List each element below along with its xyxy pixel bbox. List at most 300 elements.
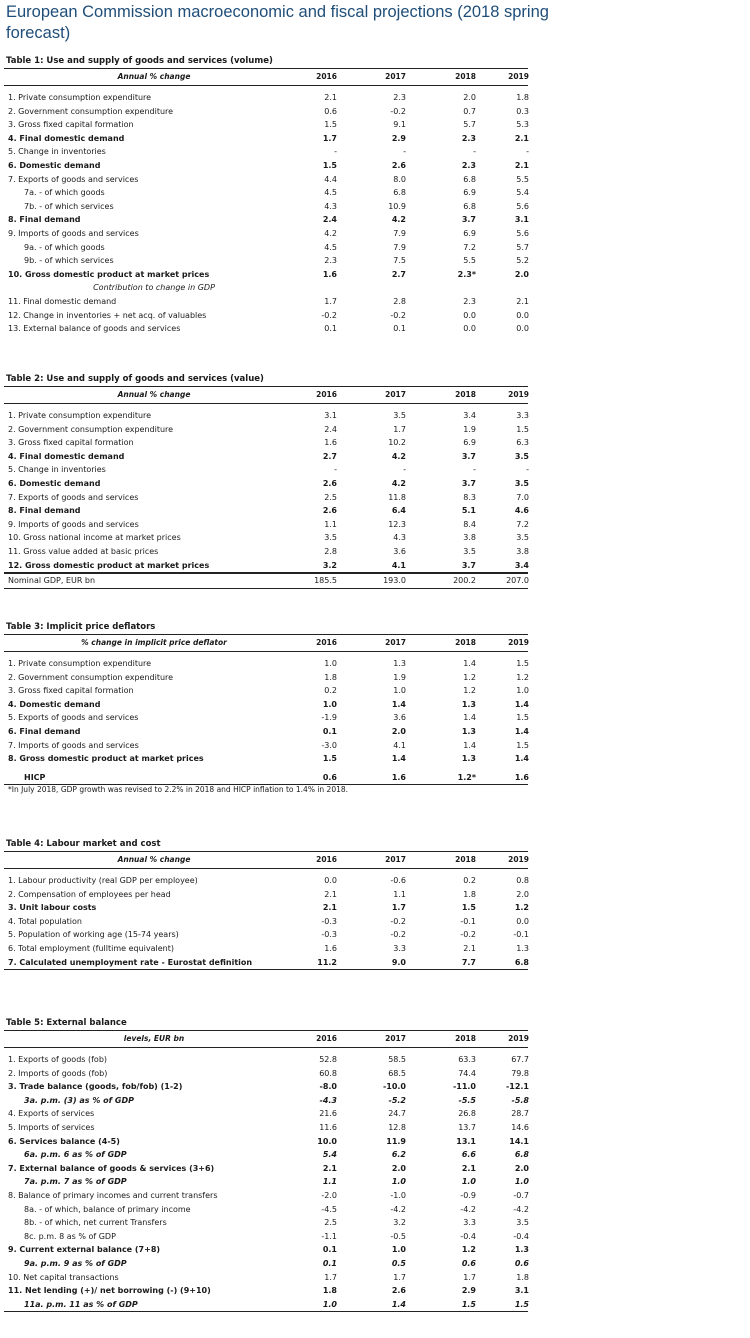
row-label: 5. Population of working age (15-74 years) — [8, 930, 179, 940]
cell-2019: 1.5 — [516, 713, 529, 723]
cell-2017: 68.5 — [388, 1068, 406, 1078]
row-label: 2. Government consumption expenditure — [8, 106, 174, 116]
cell-2017: 1.7 — [393, 424, 406, 434]
cell-2017: 6.8 — [393, 188, 406, 198]
cell-2017: - — [403, 465, 406, 475]
cell-2017: 4.2 — [391, 478, 406, 488]
cell-2016: 2.3 — [324, 256, 337, 266]
cell-2019: 207.0 — [506, 576, 529, 586]
table-title: Table 1: Use and supply of goods and services (volume) — [4, 54, 528, 69]
cell-2019: 1.3 — [514, 1245, 529, 1255]
table-row — [4, 173, 528, 187]
cell-2017: 4.1 — [391, 560, 406, 570]
cell-2016: 2.8 — [324, 546, 337, 556]
cell-2019: 1.0 — [516, 686, 529, 696]
table-header-row — [4, 852, 528, 869]
cell-2018: - — [473, 465, 476, 475]
table-row — [4, 1203, 528, 1217]
cell-2016: 185.5 — [314, 576, 337, 586]
table-row — [4, 1148, 528, 1162]
row-label: 6. Domestic demand — [8, 160, 101, 170]
cell-2019: 2.0 — [514, 1163, 529, 1173]
cell-2018: - — [473, 147, 476, 157]
cell-2017: -1.0 — [390, 1190, 406, 1200]
cell-2018: 6.6 — [461, 1150, 476, 1160]
cell-2017: 1.0 — [391, 1177, 406, 1187]
cell-2018: 26.8 — [458, 1109, 476, 1119]
cell-2018: 5.1 — [461, 506, 476, 516]
cell-2019: 0.0 — [516, 324, 529, 334]
cell-2016: 2.1 — [322, 903, 337, 913]
cell-2017: -0.6 — [390, 876, 406, 885]
cell-2018: 1.3 — [461, 699, 476, 709]
cell-2019: 3.8 — [516, 546, 529, 556]
cell-2016: 0.6 — [324, 106, 337, 116]
cell-2016: 11.2 — [317, 957, 337, 967]
cell-2016: 0.2 — [324, 686, 337, 696]
cell-2017: 3.5 — [393, 411, 406, 420]
cell-2018: 6.9 — [463, 188, 476, 198]
row-label: 9b. - of which services — [24, 256, 114, 266]
row-label: 12. Change in inventories + net acq. of valuables — [8, 310, 207, 320]
table-row — [4, 1216, 528, 1230]
table-row — [4, 1053, 528, 1067]
cell-2019: 7.0 — [516, 492, 529, 502]
table-title: Table 3: Implicit price deflators — [4, 620, 528, 635]
table-external-balance — [4, 1016, 528, 1312]
cell-2016: 1.5 — [322, 160, 337, 170]
cell-2016: 0.1 — [324, 324, 337, 334]
row-label: 9a. p.m. 9 as % of GDP — [24, 1258, 127, 1268]
cell-2017: -5.2 — [388, 1095, 406, 1105]
table-row — [4, 1284, 528, 1298]
cell-2018: 3.4 — [463, 411, 476, 420]
row-label: 8. Final demand — [8, 215, 81, 225]
cell-2016: -8.0 — [319, 1082, 337, 1092]
row-label: 3. Trade balance (goods, fob/fob) (1-2) — [8, 1082, 183, 1092]
row-label: 6a. p.m. 6 as % of GDP — [24, 1150, 127, 1160]
row-label: 9. Current external balance (7+8) — [8, 1245, 161, 1255]
row-label: 11. Net lending (+)/ net borrowing (-) (9+10) — [8, 1286, 211, 1296]
cell-2017: 1.0 — [393, 686, 406, 696]
cell-2019: 3.1 — [514, 215, 529, 225]
cell-2018: 8.4 — [463, 519, 476, 529]
cell-2016: 1.6 — [322, 269, 337, 279]
cell-2016: 1.8 — [324, 672, 337, 682]
cell-2018: 0.2 — [463, 876, 476, 885]
cell-2018: 0.6 — [461, 1258, 476, 1268]
table-row — [4, 450, 528, 464]
cell-2017: 3.6 — [393, 713, 406, 723]
row-label: 4. Total population — [8, 916, 82, 926]
cell-2017: 1.3 — [393, 659, 406, 668]
table-row — [4, 491, 528, 505]
cell-2019: 2.0 — [514, 269, 529, 279]
row-label: 4. Domestic demand — [8, 699, 101, 709]
year-header-2016: 2016 — [316, 638, 337, 647]
cell-2019: - — [526, 465, 529, 475]
cell-2019: -4.2 — [513, 1204, 529, 1214]
cell-2019: 3.5 — [514, 451, 529, 461]
cell-2018: -0.4 — [460, 1231, 476, 1241]
cell-2016: -0.3 — [321, 930, 337, 940]
cell-2019: 5.3 — [516, 120, 529, 130]
year-header-2017: 2017 — [385, 1034, 406, 1043]
cell-2016: -1.1 — [321, 1231, 337, 1241]
cell-2019: 1.2 — [516, 672, 529, 682]
year-header-2019: 2019 — [508, 390, 529, 399]
cell-2019: 2.1 — [514, 133, 529, 143]
table-header-row — [4, 635, 528, 652]
year-header-2017: 2017 — [385, 390, 406, 399]
cell-2016: 1.1 — [322, 1177, 337, 1187]
table-row — [4, 91, 528, 105]
cell-2016: 2.5 — [324, 1218, 337, 1228]
cell-2018: 13.1 — [456, 1136, 476, 1146]
cell-2018: -0.9 — [460, 1190, 476, 1200]
row-label: 3. Gross fixed capital formation — [8, 686, 134, 696]
cell-2018: -5.5 — [458, 1095, 476, 1105]
row-label: 8b. - of which, net current Transfers — [24, 1218, 167, 1228]
table-row — [4, 186, 528, 200]
row-label: 4. Final domestic demand — [8, 133, 125, 143]
year-header-2019: 2019 — [508, 638, 529, 647]
cell-2017: -0.2 — [390, 106, 406, 116]
row-label: Contribution to change in GDP — [93, 283, 215, 293]
row-label: 2. Government consumption expenditure — [8, 424, 174, 434]
row-label: 11. Final domestic demand — [8, 296, 117, 306]
cell-2016: 10.0 — [317, 1136, 337, 1146]
table-row — [4, 1189, 528, 1203]
cell-2017: 7.9 — [393, 242, 406, 252]
cell-2017: 1.7 — [391, 903, 406, 913]
year-header-2016: 2016 — [316, 1034, 337, 1043]
cell-2019: 1.8 — [516, 93, 529, 102]
cell-2019: 67.7 — [511, 1055, 529, 1064]
cell-2016: 1.5 — [324, 120, 337, 130]
cell-2016: 4.2 — [324, 228, 337, 238]
cell-2019: 0.0 — [516, 310, 529, 320]
cell-2019: 14.1 — [509, 1136, 529, 1146]
table-title: Table 2: Use and supply of goods and services (value) — [4, 372, 528, 387]
cell-2017: 1.9 — [393, 672, 406, 682]
cell-2018: 7.2 — [463, 242, 476, 252]
cell-2019: 1.2 — [514, 903, 529, 913]
cell-2019: 0.3 — [516, 106, 529, 116]
table-row — [4, 436, 528, 450]
cell-2016: 1.0 — [322, 1299, 337, 1309]
row-label: 7. Exports of goods and services — [8, 492, 139, 502]
cell-2016: 3.2 — [322, 560, 337, 570]
row-label: Nominal GDP, EUR bn — [8, 576, 96, 586]
cell-2018: 6.9 — [463, 228, 476, 238]
cell-2017: 10.2 — [388, 438, 406, 448]
table-row — [4, 504, 528, 518]
cell-2018: 1.2 — [461, 1245, 476, 1255]
year-header-2018: 2018 — [455, 638, 476, 647]
cell-2016: 60.8 — [319, 1068, 337, 1078]
year-header-2017: 2017 — [385, 638, 406, 647]
table-row — [4, 1243, 528, 1257]
table-labour-market — [4, 837, 528, 970]
table-row — [4, 531, 528, 545]
cell-2016: 1.5 — [322, 754, 337, 764]
cell-2017: - — [403, 147, 406, 157]
table-row — [4, 1230, 528, 1244]
table-row — [4, 711, 528, 725]
table-row — [4, 477, 528, 491]
cell-2017: 2.9 — [391, 133, 406, 143]
cell-2017: 1.4 — [391, 754, 406, 764]
cell-2018: 1.3 — [461, 754, 476, 764]
cell-2017: 6.2 — [391, 1150, 406, 1160]
cell-2018: 1.0 — [461, 1177, 476, 1187]
cell-2018: 6.8 — [463, 201, 476, 211]
year-header-2018: 2018 — [455, 72, 476, 81]
cell-2019: 0.0 — [516, 916, 529, 926]
row-label: 7b. - of which services — [24, 201, 114, 211]
cell-2017: 1.4 — [391, 699, 406, 709]
cell-2018: 13.7 — [458, 1122, 476, 1132]
cell-2016: -4.3 — [319, 1095, 337, 1105]
cell-2018: 1.2* — [457, 772, 476, 782]
table-row — [4, 1175, 528, 1189]
cell-2016: -0.3 — [321, 916, 337, 926]
cell-2016: 1.0 — [324, 659, 337, 668]
table-row — [4, 200, 528, 214]
row-label: 2. Government consumption expenditure — [8, 672, 174, 682]
cell-2018: 2.3 — [461, 133, 476, 143]
row-label: 2. Compensation of employees per head — [8, 889, 171, 899]
header-unit-label: Annual % change — [117, 390, 191, 399]
row-label: 10. Gross domestic product at market prices — [8, 269, 210, 279]
cell-2019: 1.5 — [516, 659, 529, 668]
table-row — [4, 684, 528, 698]
table-row — [4, 254, 528, 268]
table-row — [4, 545, 528, 559]
cell-2018: 5.7 — [463, 120, 476, 130]
cell-2018: 74.4 — [458, 1068, 476, 1078]
cell-2019: 4.6 — [514, 506, 529, 516]
cell-2019: 0.8 — [516, 876, 529, 885]
cell-2017: 7.5 — [393, 256, 406, 266]
cell-2016: 4.4 — [324, 174, 337, 184]
row-label: 8. Gross domestic product at market prices — [8, 754, 204, 764]
cell-2017: 4.2 — [391, 215, 406, 225]
cell-2017: 12.3 — [388, 519, 406, 529]
cell-2019: 1.4 — [514, 699, 529, 709]
row-label: 3. Gross fixed capital formation — [8, 438, 134, 448]
cell-2018: 1.4 — [463, 740, 476, 750]
cell-2017: 0.5 — [391, 1258, 406, 1268]
cell-2018: 1.2 — [463, 686, 476, 696]
row-label: 10. Gross national income at market prices — [8, 533, 181, 543]
cell-2019: 6.8 — [514, 957, 529, 967]
cell-2016: 0.1 — [322, 1258, 337, 1268]
cell-2016: 2.5 — [324, 492, 337, 502]
cell-2016: 4.5 — [324, 188, 337, 198]
cell-2017: 4.1 — [393, 740, 406, 750]
cell-2019: 5.6 — [516, 201, 529, 211]
cell-2018: 6.9 — [463, 438, 476, 448]
table-row — [4, 671, 528, 685]
cell-2018: 6.8 — [463, 174, 476, 184]
row-label: 9. Imports of goods and services — [8, 228, 139, 238]
table-value — [4, 372, 528, 589]
table-row — [4, 1080, 528, 1094]
table-row — [4, 281, 528, 295]
cell-2017: 3.6 — [393, 546, 406, 556]
row-label: 1. Private consumption expenditure — [8, 411, 152, 420]
row-label: 8a. - of which, balance of primary income — [24, 1204, 191, 1214]
cell-2019: 28.7 — [511, 1109, 529, 1119]
cell-2018: 2.1 — [463, 943, 476, 953]
row-label: 6. Total employment (fulltime equivalent) — [8, 943, 174, 953]
cell-2018: 3.7 — [461, 451, 476, 461]
table-row — [4, 1271, 528, 1285]
cell-2019: -0.1 — [513, 930, 529, 940]
table-row — [4, 915, 528, 929]
cell-2018: 2.3 — [463, 296, 476, 306]
cell-2016: -3.0 — [321, 740, 337, 750]
header-unit-label: Annual % change — [117, 72, 191, 81]
table-row — [4, 227, 528, 241]
row-label: 5. Exports of goods and services — [8, 713, 139, 723]
cell-2018: 1.2 — [463, 672, 476, 682]
cell-2017: 2.7 — [391, 269, 406, 279]
cell-2018: 5.5 — [463, 256, 476, 266]
cell-2019: 1.4 — [514, 726, 529, 736]
cell-2016: 5.4 — [322, 1150, 337, 1160]
cell-2017: 2.6 — [391, 160, 406, 170]
cell-2018: 1.3 — [461, 726, 476, 736]
cell-2019: 14.6 — [511, 1122, 529, 1132]
cell-2016: 1.7 — [324, 296, 337, 306]
table-row — [4, 559, 528, 574]
row-label: 7. Exports of goods and services — [8, 174, 139, 184]
cell-2016: 1.6 — [324, 943, 337, 953]
cell-2019: 3.5 — [514, 478, 529, 488]
cell-2019: -0.7 — [513, 1190, 529, 1200]
cell-2019: 7.2 — [516, 519, 529, 529]
cell-2019: 5.7 — [516, 242, 529, 252]
cell-2016: 0.0 — [324, 876, 337, 885]
row-label: 1. Private consumption expenditure — [8, 659, 152, 668]
cell-2017: 9.1 — [393, 120, 406, 130]
row-label: 12. Gross domestic product at market prices — [8, 560, 210, 570]
cell-2018: 0.0 — [463, 324, 476, 334]
row-label: 5. Change in inventories — [8, 465, 106, 475]
cell-2019: 2.1 — [514, 160, 529, 170]
cell-2016: 1.8 — [322, 1286, 337, 1296]
table-row — [4, 1094, 528, 1108]
row-label: 8. Final demand — [8, 506, 81, 516]
row-label: 2. Imports of goods (fob) — [8, 1068, 108, 1078]
table-row — [4, 213, 528, 227]
cell-2018: 3.5 — [463, 546, 476, 556]
cell-2016: 52.8 — [319, 1055, 337, 1064]
row-label: 7a. - of which goods — [24, 188, 105, 198]
cell-2017: -10.0 — [382, 1082, 406, 1092]
cell-2016: 0.6 — [322, 772, 337, 782]
cell-2017: 0.1 — [393, 324, 406, 334]
table-row — [4, 295, 528, 309]
cell-2016: 1.6 — [324, 438, 337, 448]
cell-2017: 9.0 — [391, 957, 406, 967]
row-label: 9a. - of which goods — [24, 242, 105, 252]
row-label: 7a. p.m. 7 as % of GDP — [24, 1177, 127, 1187]
cell-2018: -4.2 — [460, 1204, 476, 1214]
row-label: 13. External balance of goods and services — [8, 324, 181, 334]
cell-2018: 1.5 — [461, 903, 476, 913]
cell-2016: 2.1 — [324, 889, 337, 899]
table-row — [4, 928, 528, 942]
cell-2016: -4.5 — [321, 1204, 337, 1214]
year-header-2019: 2019 — [508, 1034, 529, 1043]
cell-2017: 11.9 — [386, 1136, 406, 1146]
cell-2016: 1.7 — [324, 1272, 337, 1282]
cell-2017: 11.8 — [388, 492, 406, 502]
cell-2017: 8.0 — [393, 174, 406, 184]
year-header-2017: 2017 — [385, 855, 406, 864]
table-row — [4, 698, 528, 712]
cell-2017: 1.4 — [391, 1299, 406, 1309]
table-row — [4, 118, 528, 132]
row-label: 1. Labour productivity (real GDP per employee) — [8, 876, 198, 885]
cell-2018: -0.2 — [460, 930, 476, 940]
table-row — [4, 159, 528, 173]
row-label: 3a. p.m. (3) as % of GDP — [24, 1095, 134, 1105]
cell-2016: 2.4 — [324, 424, 337, 434]
row-label: 3. Unit labour costs — [8, 903, 97, 913]
table-row — [4, 1135, 528, 1149]
table-row — [4, 241, 528, 255]
cell-2016: 2.1 — [322, 1163, 337, 1173]
cell-2019: 1.5 — [514, 1299, 529, 1309]
table-row — [4, 657, 528, 671]
table-row — [4, 1107, 528, 1121]
cell-2017: 58.5 — [388, 1055, 406, 1064]
cell-2017: -4.2 — [390, 1204, 406, 1214]
cell-2016: 3.1 — [324, 411, 337, 420]
table-row — [4, 132, 528, 146]
cell-2019: 3.5 — [516, 1218, 529, 1228]
cell-2018: 2.9 — [461, 1286, 476, 1296]
cell-2018: 1.5 — [461, 1299, 476, 1309]
cell-2017: 2.0 — [391, 726, 406, 736]
cell-2017: 3.2 — [393, 1218, 406, 1228]
cell-2017: 1.6 — [391, 772, 406, 782]
cell-2016: 4.5 — [324, 242, 337, 252]
row-label: 11. Gross value added at basic prices — [8, 546, 159, 556]
cell-2017: -0.5 — [390, 1231, 406, 1241]
cell-2019: 6.8 — [514, 1150, 529, 1160]
row-label: 8c. p.m. 8 as % of GDP — [24, 1231, 116, 1241]
row-label: 4. Final domestic demand — [8, 451, 125, 461]
row-label: 5. Imports of services — [8, 1122, 95, 1132]
cell-2017: -0.2 — [390, 310, 406, 320]
cell-2017: 1.0 — [391, 1245, 406, 1255]
table-row — [4, 1298, 528, 1313]
cell-2017: -0.2 — [390, 916, 406, 926]
cell-2016: 0.1 — [322, 1245, 337, 1255]
row-label: 9. Imports of goods and services — [8, 519, 139, 529]
year-header-2016: 2016 — [316, 855, 337, 864]
cell-2018: 1.4 — [463, 713, 476, 723]
cell-2018: 1.4 — [463, 659, 476, 668]
row-label: 1. Private consumption expenditure — [8, 93, 152, 102]
cell-2017: 3.3 — [393, 943, 406, 953]
